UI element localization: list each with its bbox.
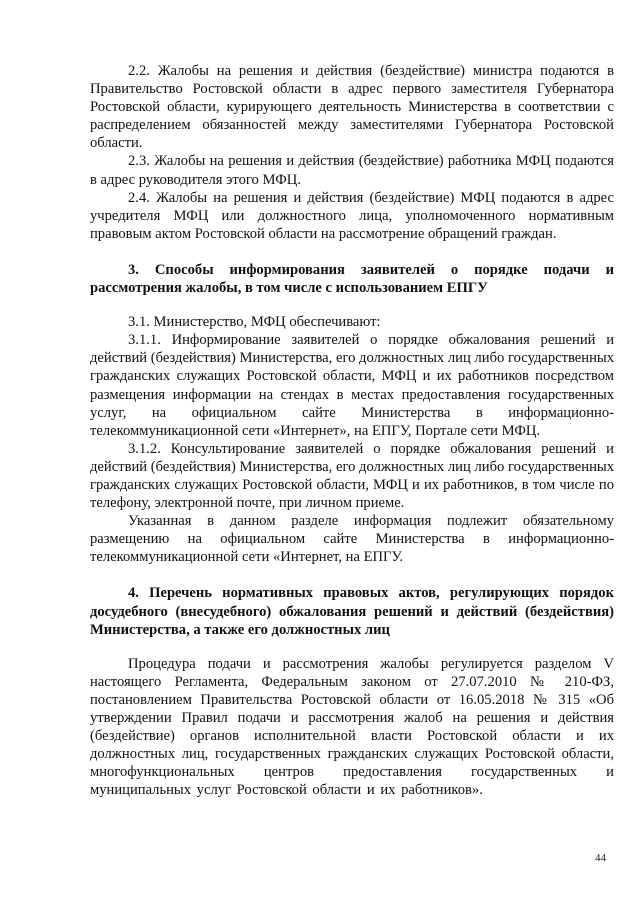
document-page: [90, 62, 614, 799]
paragraph-procedure: Процедура подачи и рассмотрения жалобы регулируется разделом V настоящего Регламента, Федеральным законом от 27.07.2010 № 210-ФЗ, постановлением Правительства Ростовской области от 16.05.2018 № 315 «Об утверждении Правил подачи и рассмотрения жалоб на решения и действия (бездействие) органов исполнительной власти Ростовской области и их должностных лиц, государственных гражданских служащих Ростовской области, многофункциональных центров предоставления государственных и муниципальных услуг Ростовской области и их работников».: [90, 655, 614, 799]
paragraph-2-4: 2.4. Жалобы на решения и действия (бездействие) МФЦ подаются в адрес учредителя МФЦ или должностного лица, уполномоченного нормативным правовым актом Ростовской области на рассмотрение обращений граждан.: [90, 189, 614, 242]
paragraph-2-3: 2.3. Жалобы на решения и действия (бездействие) работника МФЦ подаются в адрес руководителя этого МФЦ.: [90, 153, 614, 188]
paragraph-3-1-2: 3.1.2. Консультирование заявителей о порядке обжалования решений и действий (бездействия) Министерства, его должностных лиц либо государственных гражданских служащих Ростовской области, МФЦ и их работников, в том числе по телефону, электронной почте, при личном приеме.: [90, 440, 614, 512]
paragraph-2-2: 2.2. Жалобы на решения и действия (бездействие) министра подаются в Правительство Ростовской области в адрес первого заместителя Губернатора Ростовской области, курирующего деятельность Министерства в соответствии с распределением обязанностей между заместителями Губернатора Ростовской области.: [90, 63, 614, 152]
paragraph-3-1-1: 3.1.1. Информирование заявителей о порядке обжалования решений и действий (бездействия) Министерства, его должностных лиц либо государственных гражданских служащих Ростовской области, МФЦ и их работников посредством размещения информации на стендах в местах предоставления государственных услуг, на официальном сайте Министерства в информационно-телекоммуникационной сети «Интернет», на ЕПГУ, Портале сети МФЦ.: [90, 332, 614, 439]
paragraph-3-1: 3.1. Министерство, МФЦ обеспечивают:: [128, 314, 381, 331]
section-3-heading: 3. Способы информирования заявителей о порядке подачи и рассмотрения жалобы, в том числе с использованием ЕПГУ: [90, 261, 614, 297]
paragraph-info-placement: Указанная в данном разделе информация подлежит обязательному размещению на официальном сайте Министерства в информационно-телекоммуникационной сети «Интернет, на ЕПГУ.: [90, 513, 614, 566]
page-number: 44: [595, 852, 606, 864]
section-4-heading: 4. Перечень нормативных правовых актов, регулирующих порядок досудебного (внесудебного) обжалования решений и действий (бездействия) Министерства, а также его должностных лиц: [90, 585, 614, 638]
